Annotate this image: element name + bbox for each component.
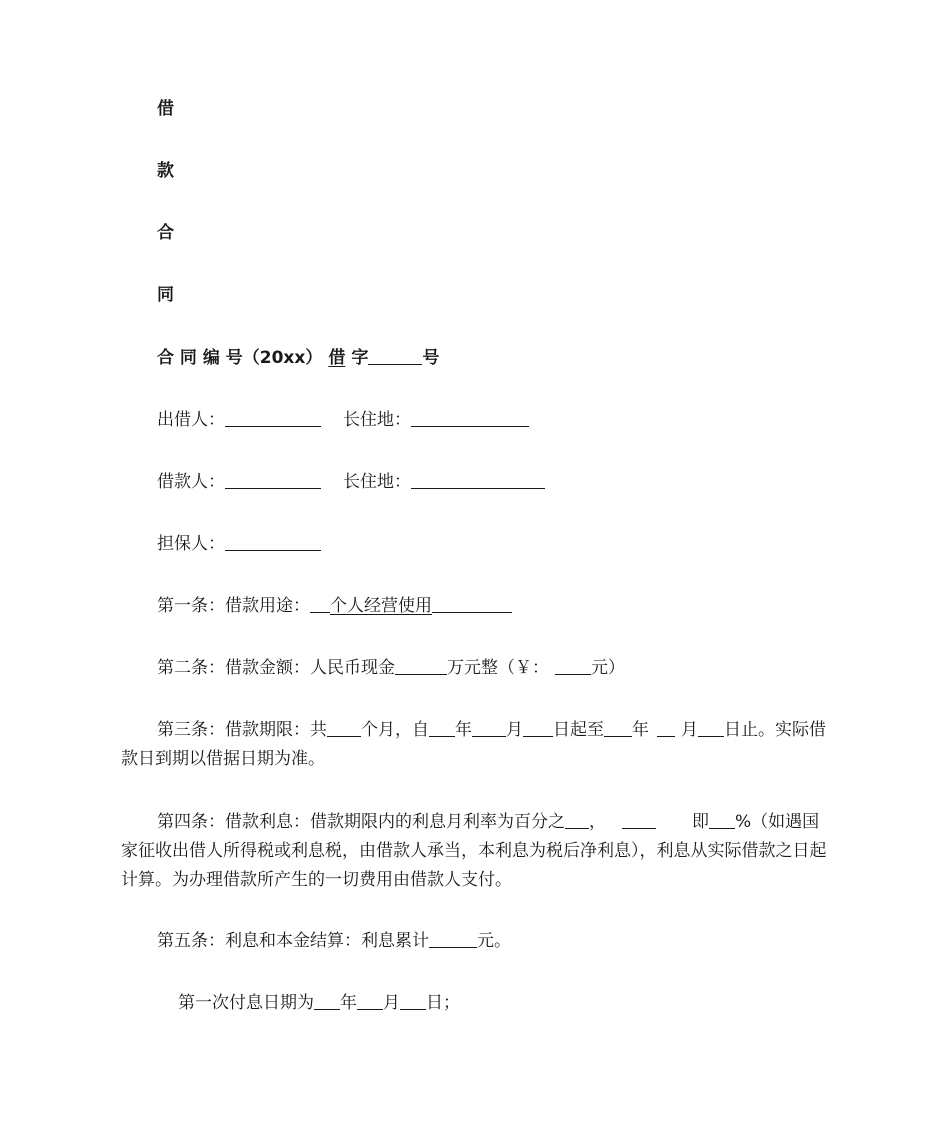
article-3-text-g: 月 <box>681 720 698 740</box>
article-3-start-month-blank <box>472 719 506 737</box>
article-5 <box>157 930 511 952</box>
first-interest-text-d: 日； <box>426 993 460 1013</box>
article-3 <box>121 716 833 774</box>
article-2-text-c: 元） <box>591 658 625 678</box>
article-3-start-day-blank <box>523 719 553 737</box>
article-4 <box>121 808 833 895</box>
article-3-end-year-blank <box>604 719 632 737</box>
guarantor-line <box>157 533 321 555</box>
title-char-4: 同 <box>157 285 174 305</box>
article-3-text-f: 年 <box>632 720 649 740</box>
contract-number-line <box>157 347 439 369</box>
borrower-line <box>157 471 545 493</box>
title-char-3: 合 <box>157 223 174 243</box>
first-interest-text-c: 月 <box>383 993 400 1013</box>
lender-residence-label: 长住地： <box>343 410 411 430</box>
lender-line <box>157 409 529 431</box>
article-3-end-day-blank <box>698 719 724 737</box>
article-2-amount-blank <box>395 657 447 675</box>
article-2 <box>157 657 625 679</box>
title-char-2: 款 <box>157 161 174 181</box>
article-2-yuan-blank <box>555 657 591 675</box>
article-3-end-month-blank <box>657 719 675 737</box>
first-interest-text-b: 年 <box>340 993 357 1013</box>
article-4-text-b: ， <box>589 812 606 832</box>
article-4-text-a: 第四条：借款利息：借款期限内的利息月利率为百分之 <box>157 812 565 832</box>
article-5-text-a: 第五条：利息和本金结算：利息累计 <box>157 931 429 951</box>
article-4-rate-blank <box>565 811 589 829</box>
article-4-text-d: %（如遇国家征收出借人所得税或利息税，由借款人承当，本利息为税后净利息），利息从实际借款之日起计算。为办理借款所产生的一切费用由借款人支付。 <box>121 812 827 890</box>
article-3-text-h: 日止。实际借款日到期以借据日期为准。 <box>121 720 826 769</box>
guarantor-name-blank <box>225 533 321 551</box>
article-2-text-b: 万元整（￥： <box>447 658 549 678</box>
article-5-text-b: 元。 <box>477 931 511 951</box>
article-5-interest-blank <box>429 930 477 948</box>
first-interest-line <box>178 992 460 1014</box>
first-interest-text-a: 第一次付息日期为 <box>178 993 314 1013</box>
contract-number-blank <box>368 347 422 365</box>
article-1-blank-tail <box>432 595 512 613</box>
article-4-percent-blank <box>709 811 735 829</box>
article-1-blank-lead <box>310 595 330 613</box>
article-3-months-blank <box>327 719 361 737</box>
title-char-1: 借 <box>157 99 174 119</box>
article-3-text-c: 年 <box>455 720 472 740</box>
article-1-purpose: 个人经营使用 <box>330 596 432 616</box>
contract-number-jie: 借 <box>328 348 346 368</box>
article-3-text-e: 日起至 <box>553 720 604 740</box>
lender-residence-blank <box>411 409 529 427</box>
article-1 <box>157 595 512 617</box>
article-3-text-a: 第三条：借款期限：共 <box>157 720 327 740</box>
borrower-label: 借款人： <box>157 472 225 492</box>
lender-name-blank <box>225 409 321 427</box>
contract-number-prefix: 合 同 编 号（20xx） <box>157 348 323 368</box>
article-3-text-b: 个月，自 <box>361 720 429 740</box>
lender-label: 出借人： <box>157 410 225 430</box>
contract-number-suffix: 号 <box>422 348 440 368</box>
borrower-residence-blank <box>411 471 545 489</box>
contract-number-zi: 字 <box>351 348 369 368</box>
first-interest-year-blank <box>314 992 340 1010</box>
article-4-text-c: 即 <box>692 812 709 832</box>
first-interest-month-blank <box>357 992 383 1010</box>
article-1-label: 第一条：借款用途： <box>157 596 310 616</box>
article-2-text-a: 第二条：借款金额：人民币现金 <box>157 658 395 678</box>
borrower-name-blank <box>225 471 321 489</box>
borrower-residence-label: 长住地： <box>343 472 411 492</box>
first-interest-day-blank <box>400 992 426 1010</box>
article-3-text-d: 月 <box>506 720 523 740</box>
article-3-start-year-blank <box>429 719 455 737</box>
guarantor-label: 担保人： <box>157 534 225 554</box>
article-4-rate-words-blank <box>622 811 656 829</box>
